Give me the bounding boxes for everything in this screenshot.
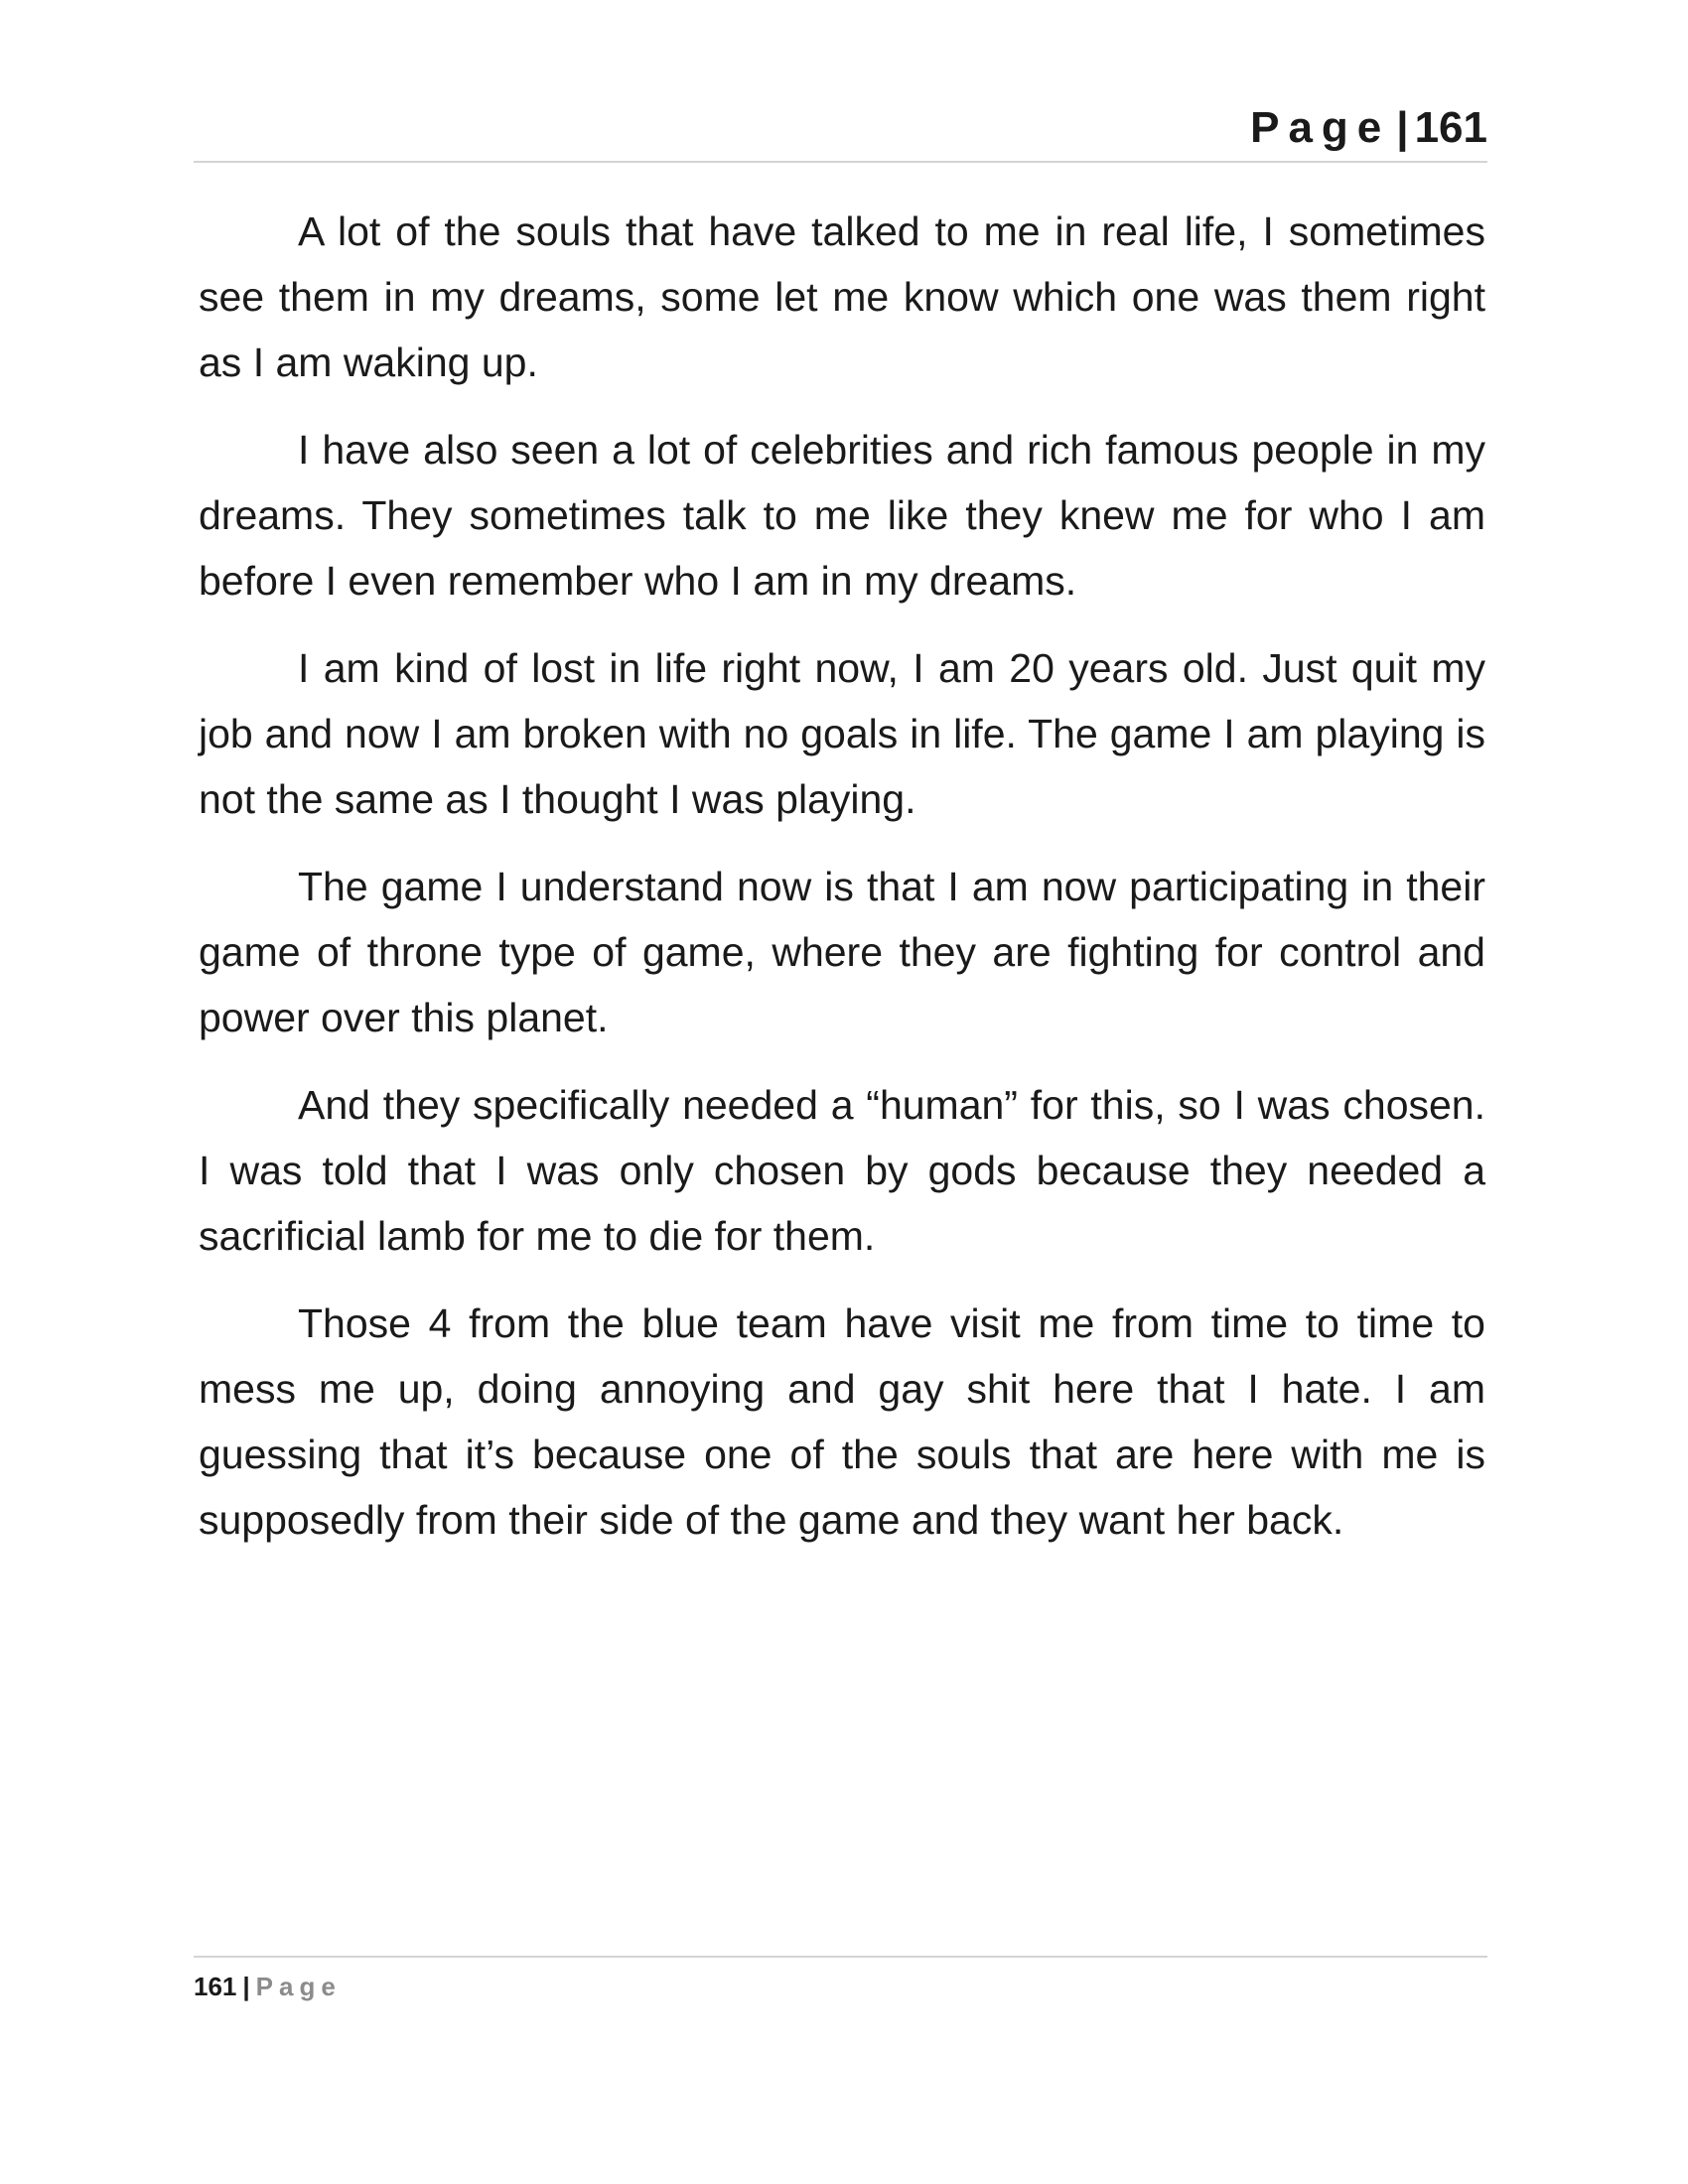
footer-page-number: 161 (194, 1972, 237, 2001)
paragraph-4: The game I understand now is that I am now participating in their game of throne type of game, where they are fighting for control and power over this planet. (199, 864, 1485, 1040)
paragraph-5: And they specifically needed a “human” for this, so I was chosen. I was told that I was only chosen by gods because they needed a sacrificial lamb for me to die for them. (199, 1082, 1485, 1259)
page-header (194, 103, 1487, 163)
page-footer (194, 1956, 1487, 2002)
paragraph-1: A lot of the souls that have talked to me in real life, I sometimes see them in my dreams, some let me know which one was them right as I am waking up. (199, 208, 1485, 385)
body-text (199, 199, 1485, 1574)
footer-separator: | (242, 1972, 250, 2001)
paragraph-2: I have also seen a lot of celebrities and rich famous people in my dreams. They sometimes talk to me like they knew me for who I am before I even remember who I am in my dreams. (199, 427, 1485, 604)
paragraph-3: I am kind of lost in life right now, I am 20 years old. Just quit my job and now I am broken with no goals in life. The game I am playing is not the same as I thought I was playing. (199, 645, 1485, 822)
header-page-label: Page (1250, 103, 1391, 152)
paragraph-6: Those 4 from the blue team have visit me from time to time to mess me up, doing annoying and gay shit here that I hate. I am guessing that it’s because one of the souls that are here with me is supposedly from their side of the game and they want her back. (199, 1300, 1485, 1543)
header-separator: | (1396, 103, 1409, 152)
header-page-number: 161 (1414, 103, 1487, 152)
footer-page-label: Page (255, 1972, 342, 2001)
